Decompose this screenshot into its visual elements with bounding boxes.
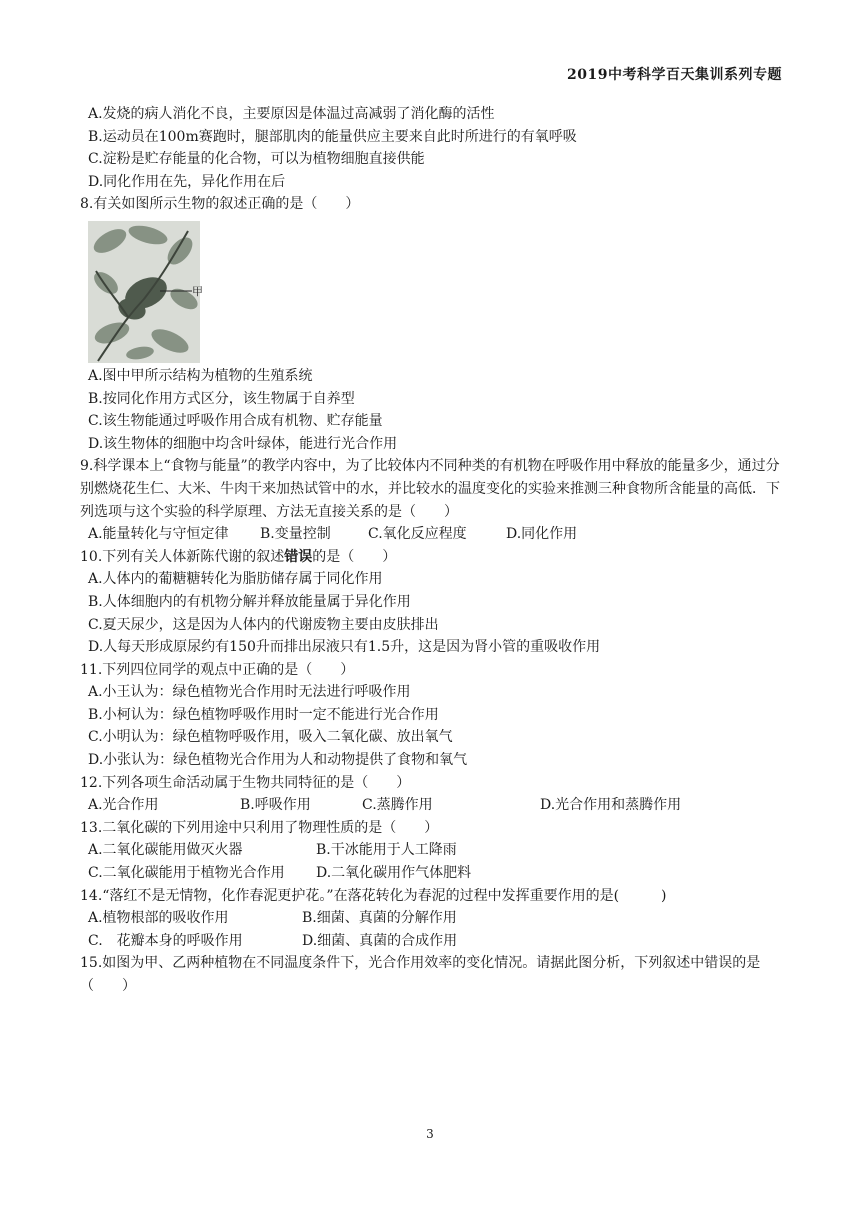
question-content (80, 103, 790, 998)
q11-option-b: B.小柯认为：绿色植物呼吸作用时一定不能进行光合作用 (88, 706, 439, 723)
plant-illustration (88, 221, 203, 363)
q11-option-d: D.小张认为：绿色植物光合作用为人和动物提供了食物和氧气 (88, 752, 468, 769)
q13-options-row2 (80, 862, 790, 885)
q10-option-c: C.夏天尿少，这是因为人体内的代谢废物主要由皮肤排出 (88, 616, 439, 633)
q8-option-b: B.按同化作用方式区分，该生物属于自养型 (88, 390, 355, 407)
q7-option-a: A.发烧的病人消化不良，主要原因是体温过高减弱了消化酶的活性 (88, 106, 495, 122)
q8-option-d: D.该生物体的细胞中均含叶绿体，能进行光合作用 (88, 435, 398, 452)
q13-option-b: B.干冰能用于人工降雨 (316, 842, 457, 859)
q12-option-b: B.呼吸作用 (240, 797, 311, 814)
q14-option-a: A.植物根部的吸收作用 (88, 910, 229, 927)
q14-option-d: D.细菌、真菌的合成作用 (302, 932, 458, 949)
q9-option-a: A.能量转化与守恒定律 (88, 526, 229, 543)
q9-option-c: C.氧化反应程度 (368, 526, 467, 543)
q14-option-c: C. 花瓣本身的呼吸作用 (88, 932, 243, 949)
q14-options-row1 (80, 907, 790, 930)
q7-option-b: B.运动员在100m赛跑时，腿部肌肉的能量供应主要来自此时所进行的有氧呼吸 (88, 128, 577, 145)
q7-option-d: D.同化作用在先，异化作用在后 (88, 173, 286, 190)
q12-option-a: A.光合作用 (88, 797, 159, 814)
q10-stem-emphasis: 错误 (284, 548, 313, 565)
q9-options (80, 523, 790, 546)
q10-stem-after: 的是（ ） (312, 548, 397, 565)
q12-option-d: D.光合作用和蒸腾作用 (540, 797, 682, 814)
q11-option-c: C.小明认为：绿色植物呼吸作用，吸入二氧化碳、放出氧气 (88, 729, 453, 746)
q10-stem-before: 10.下列有关人体新陈代谢的叙述 (80, 548, 285, 565)
q12-option-c: C.蒸腾作用 (362, 797, 433, 814)
q9-option-b: B.变量控制 (260, 526, 331, 543)
q8-option-c: C.该生物能通过呼吸作用合成有机物、贮存能量 (88, 413, 383, 430)
q11-stem: 11.下列四位同学的观点中正确的是（ ） (80, 661, 355, 678)
q7-option-c: C.淀粉是贮存能量的化合物，可以为植物细胞直接供能 (88, 151, 425, 168)
q10-stem (80, 546, 790, 569)
page-number: 3 (426, 1127, 434, 1141)
q14-option-b: B.细菌、真菌的分解作用 (302, 910, 457, 927)
q10-option-d: D.人每天形成原尿约有150升而排出尿液只有1.5升，这是因为肾小管的重吸收作用 (88, 639, 601, 656)
q15-stem: 15.如图为甲、乙两种植物在不同温度条件下，光合作用效率的变化情况。请据此图分析，下列叙述中错误的是（ ） (80, 955, 761, 994)
q13-options-row1 (80, 839, 790, 862)
q12-stem: 12.下列各项生命活动属于生物共同特征的是（ ） (80, 774, 411, 791)
q13-option-d: D.二氧化碳用作气体肥料 (316, 865, 472, 882)
q9-option-d: D.同化作用 (506, 526, 578, 543)
q13-option-a: A.二氧化碳能用做灭火器 (88, 842, 243, 859)
figure-label-jia: 甲 (192, 284, 203, 298)
q9-stem: 9.科学课本上“食物与能量”的教学内容中，为了比较体内不同种类的有机物在呼吸作用中释放的能量多少，通过分别燃烧花生仁、大米、牛肉干来加热试管中的水，并比较水的温度变化的实验来推测三种食物所含能量的高低．下列选项与这个实验的科学原理、方法无直接关系的是（ ） (80, 458, 780, 520)
q10-option-a: A.人体内的葡糖糖转化为脂肪储存属于同化作用 (88, 571, 383, 588)
q13-stem: 13.二氧化碳的下列用途中只利用了物理性质的是（ ） (80, 819, 439, 836)
q14-options-row2 (80, 930, 790, 953)
q10-option-b: B.人体细胞内的有机物分解并释放能量属于异化作用 (88, 593, 411, 610)
page-header: 2019中考科学百天集训系列专题 (567, 67, 782, 83)
q13-option-c: C.二氧化碳能用于植物光合作用 (88, 865, 285, 882)
q14-stem: 14.“落红不是无情物，化作春泥更护花。”在落花转化为春泥的过程中发挥重要作用的是( ) (80, 887, 667, 904)
q8-option-a: A.图中甲所示结构为植物的生殖系统 (88, 367, 313, 384)
q12-options (80, 794, 790, 817)
q8-plant-photo (88, 221, 203, 363)
q11-option-a: A.小王认为：绿色植物光合作用时无法进行呼吸作用 (88, 684, 411, 701)
q8-stem: 8.有关如图所示生物的叙述正确的是（ ） (80, 196, 360, 213)
